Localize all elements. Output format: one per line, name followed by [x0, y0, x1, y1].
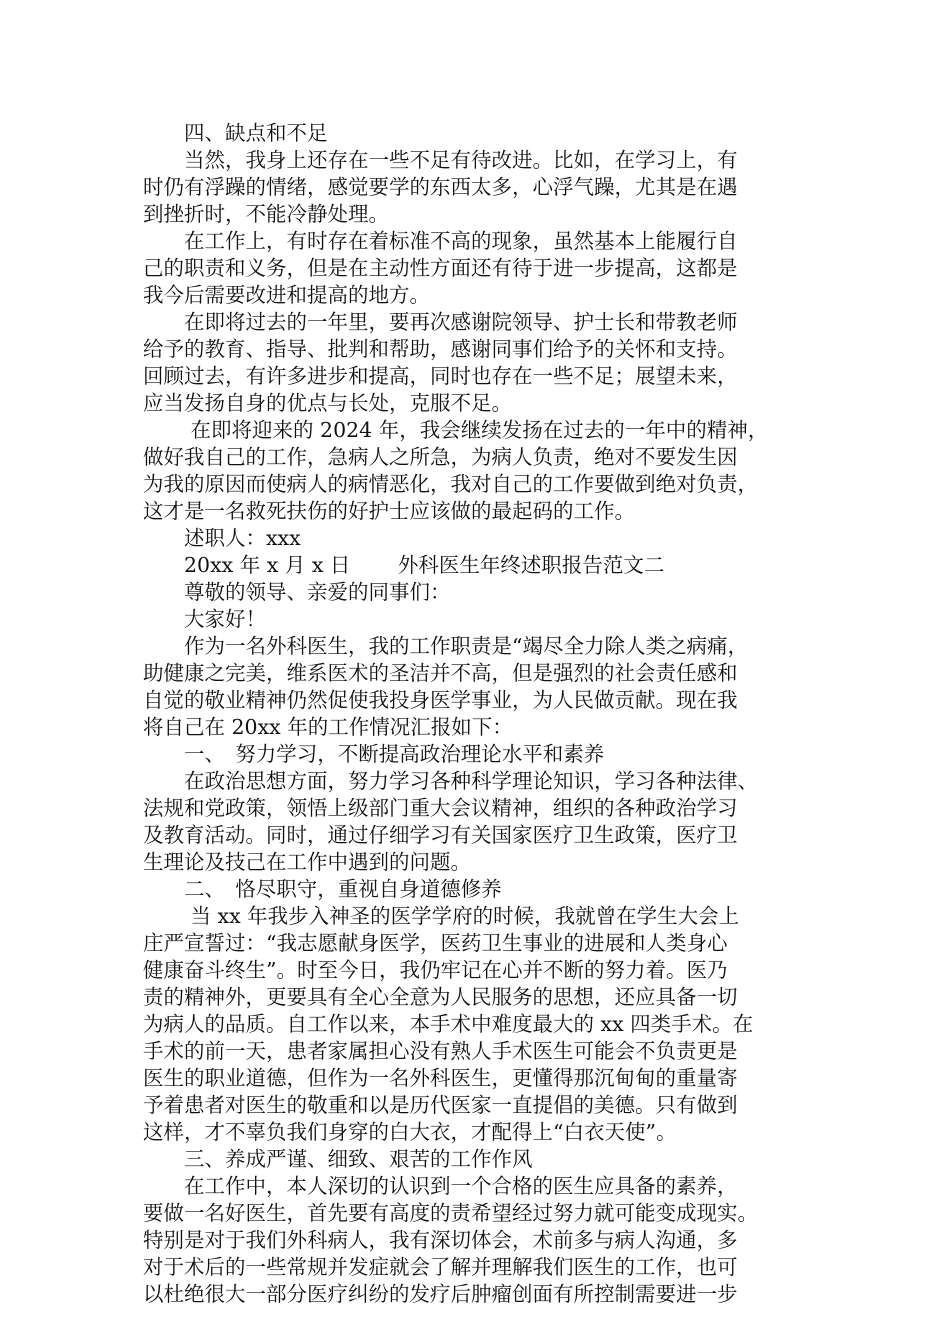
text-line: 三、养成严谨、细致、艰苦的工作作风 — [143, 1147, 533, 1171]
text-line: 我今后需要改进和提高的地方。 — [143, 283, 430, 307]
text-line: 一、 努力学习，不断提高政治理论水平和素养 — [143, 742, 605, 766]
text-line: 庄严宣誓过：“我志愿献身医学，医药卫生事业的进展和人类身心 — [143, 931, 728, 955]
text-line: 时仍有浮躁的情绪，感觉要学的东西太多，心浮气躁，尤其是在遇 — [143, 175, 738, 199]
text-line: 助健康之完美，维系医术的圣洁并不高，但是强烈的社会责任感和 — [143, 661, 738, 685]
text-line: 予着患者对医生的敬重和以是历代医家一直提倡的美德。只有做到 — [143, 1093, 738, 1117]
text-line: 述职人：xxx — [143, 526, 301, 550]
text-line: 在即将过去的一年里，要再次感谢院领导、护士长和带教老师 — [143, 310, 738, 334]
text-line: 到挫折时，不能冷静处理。 — [143, 202, 389, 226]
text-line: 在工作上，有时存在着标准不高的现象，虽然基本上能履行自 — [143, 229, 738, 253]
text-line: 当然，我身上还存在一些不足有待改进。比如，在学习上，有 — [143, 148, 738, 172]
text-line: 在工作中，本人深切的认识到一个合格的医生应具备的素养， — [143, 1174, 738, 1198]
text-line: 当 xx 年我步入神圣的医学学府的时候，我就曾在学生大会上 — [143, 904, 740, 928]
text-line: 自觉的敬业精神仍然促使我投身医学事业，为人民做贡献。现在我 — [143, 688, 738, 712]
text-line: 生理论及技己在工作中遇到的问题。 — [143, 850, 471, 874]
text-line: 二、 恪尽职守，重视自身道德修养 — [143, 877, 502, 901]
text-line: 健康奋斗终生”。时至今日，我仍牢记在心并不断的努力着。医乃 — [143, 958, 728, 982]
text-line: 特别是对于我们外科病人，我有深切体会，术前多与病人沟通，多 — [143, 1228, 738, 1252]
text-line: 对于术后的一些常规并发症就会了解并理解我们医生的工作，也可 — [143, 1255, 738, 1279]
text-line: 20xx 年 x 月 x 日 外科医生年终述职报告范文二 — [143, 553, 665, 577]
text-line: 大家好！ — [143, 607, 266, 631]
text-line: 为我的原因而使病人的病情恶化，我对自己的工作要做到绝对负责， — [143, 472, 758, 496]
text-line: 四、缺点和不足 — [143, 121, 328, 145]
document-body — [143, 120, 833, 1308]
text-line: 己的职责和义务，但是在主动性方面还有待于进一步提高，这都是 — [143, 256, 738, 280]
text-line: 作为一名外科医生，我的工作职责是“竭尽全力除人类之病痛， — [143, 634, 748, 658]
text-line: 给予的教育、指导、批判和帮助，感谢同事们给予的关怀和支持。 — [143, 337, 738, 361]
text-line: 应当发扬自身的优点与长处，克服不足。 — [143, 391, 512, 415]
text-line: 将自己在 20xx 年的工作情况汇报如下： — [143, 715, 513, 739]
text-line: 医生的职业道德，但作为一名外科医生，更懂得那沉甸甸的重量寄 — [143, 1066, 738, 1090]
text-line: 这样，才不辜负我们身穿的白大衣，才配得上“白衣天使”。 — [143, 1120, 677, 1144]
text-line: 要做一名好医生，首先要有高度的责希望经过努力就可能变成现实。 — [143, 1201, 758, 1225]
text-line: 在即将迎来的 2024 年，我会继续发扬在过去的一年中的精神， — [143, 418, 769, 442]
text-line: 做好我自己的工作，急病人之所急，为病人负责，绝对不要发生因 — [143, 445, 738, 469]
text-line: 这才是一名救死扶伤的好护士应该做的最起码的工作。 — [143, 499, 635, 523]
text-line: 及教育活动。同时，通过仔细学习有关国家医疗卫生政策，医疗卫 — [143, 823, 738, 847]
text-line: 手术的前一天，患者家属担心没有熟人手术医生可能会不负责更是 — [143, 1039, 738, 1063]
text-line: 法规和党政策，领悟上级部门重大会议精神，组织的各种政治学习 — [143, 796, 738, 820]
text-line: 为病人的品质。自工作以来，本手术中难度最大的 xx 四类手术。在 — [143, 1012, 754, 1036]
text-line: 尊敬的领导、亲爱的同事们： — [143, 580, 451, 604]
text-line: 责的精神外，更要具有全心全意为人民服务的思想，还应具备一切 — [143, 985, 738, 1009]
text-line: 在政治思想方面，努力学习各种科学理论知识，学习各种法律、 — [143, 769, 758, 793]
text-line: 以杜绝很大一部分医疗纠纷的发疗后肿瘤创面有所控制需要进一步 — [143, 1282, 738, 1306]
text-line: 回顾过去，有许多进步和提高，同时也存在一些不足；展望未来， — [143, 364, 738, 388]
